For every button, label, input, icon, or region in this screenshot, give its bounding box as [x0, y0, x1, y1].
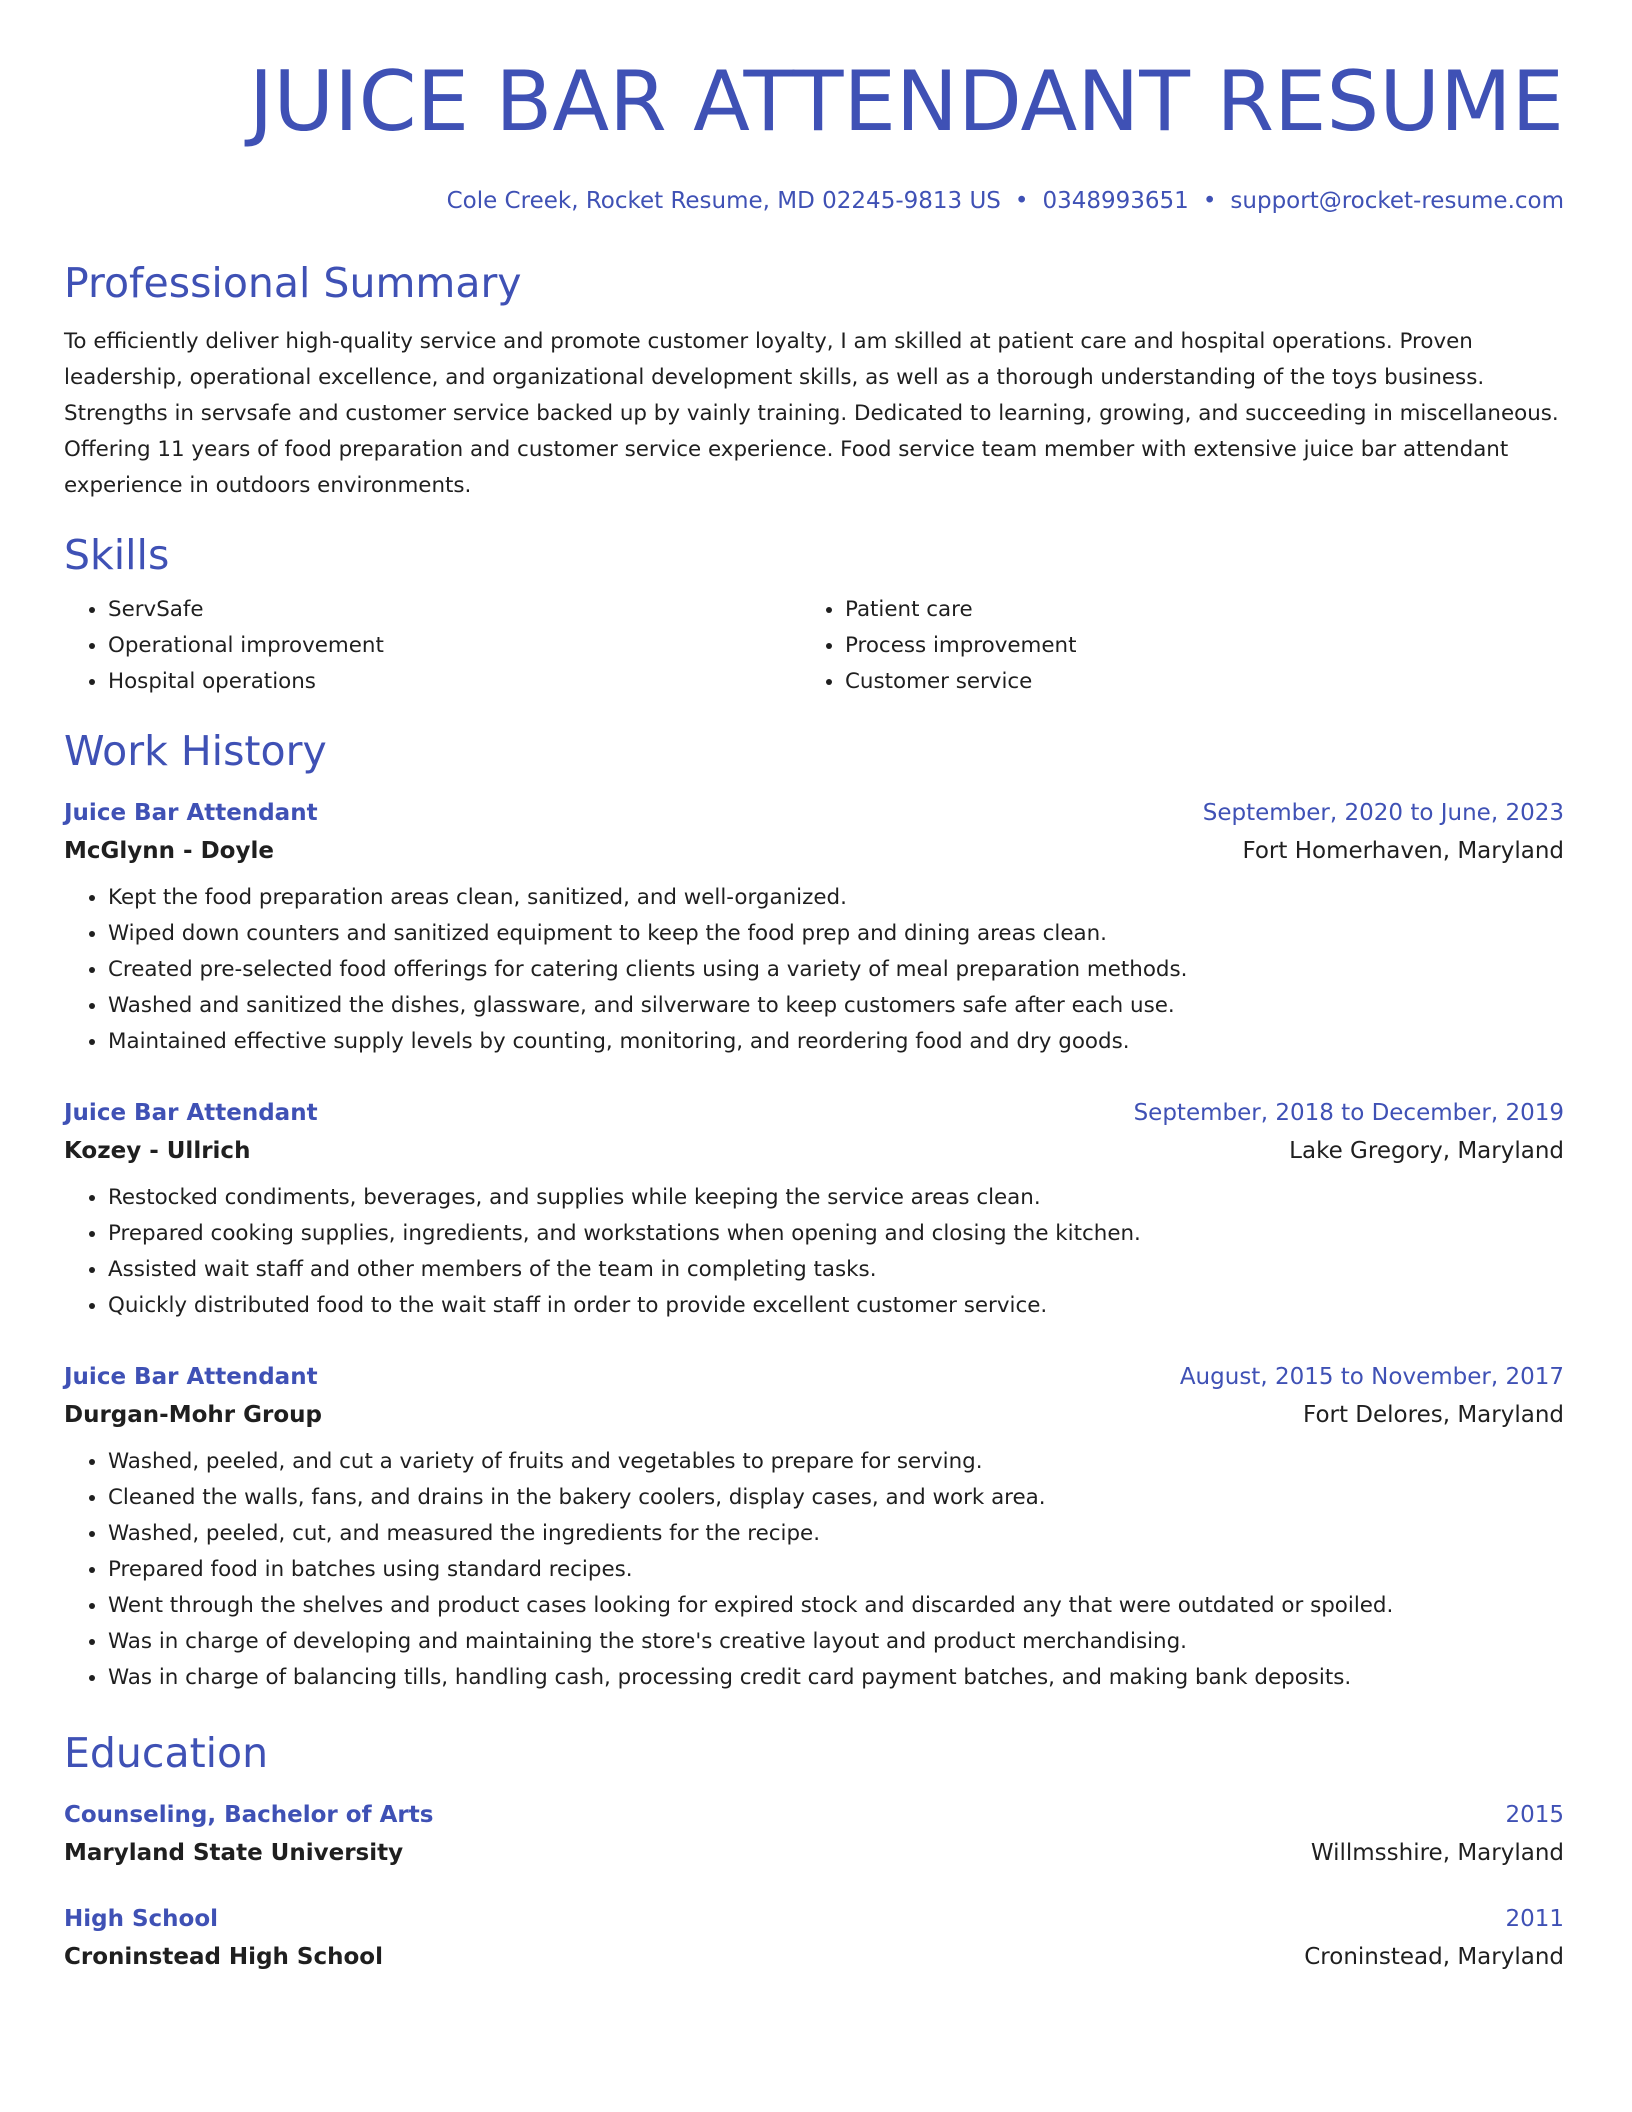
job-location: Fort Homerhaven, Maryland	[1242, 838, 1564, 864]
job-bullet: • Restocked condiments, beverages, and supplies while keeping the service areas clean.	[108, 1180, 1564, 1216]
education-degree-row	[64, 1800, 1564, 1830]
job-title-row	[64, 1098, 1564, 1128]
education-heading: Education	[64, 1729, 269, 1777]
education-school-row	[64, 1942, 1564, 1972]
skills-grid	[64, 592, 1564, 700]
education-degree: High School	[64, 1906, 219, 1932]
skill-item: • Process improvement	[845, 628, 1076, 664]
job-company: Kozey - Ullrich	[64, 1138, 251, 1164]
job-location: Lake Gregory, Maryland	[1289, 1138, 1564, 1164]
skills-column-left	[64, 592, 801, 700]
job-dates: August, 2015 to November, 2017	[1179, 1364, 1564, 1390]
skill-item: • ServSafe	[108, 592, 801, 628]
contact-email: support@rocket-resume.com	[1230, 188, 1564, 214]
job-title-row	[64, 798, 1564, 828]
education-school: Maryland State University	[64, 1840, 404, 1866]
job-bullet: • Washed, peeled, and cut a variety of fruits and vegetables to prepare for serving.	[108, 1444, 1564, 1480]
education-school: Croninstead High School	[64, 1944, 383, 1970]
work-history-heading: Work History	[64, 727, 327, 775]
contact-address: Cole Creek, Rocket Resume, MD 02245-9813 US	[446, 188, 1001, 214]
job-location: Fort Delores, Maryland	[1303, 1402, 1564, 1428]
job-bullet: • Kept the food preparation areas clean, sanitized, and well-organized.	[108, 880, 1564, 916]
job-title: Juice Bar Attendant	[64, 1364, 318, 1390]
summary-heading: Professional Summary	[64, 259, 522, 307]
job-entry	[64, 1098, 1564, 1324]
job-company-row	[64, 1136, 1564, 1166]
job-bullet: • Was in charge of balancing tills, handling cash, processing credit card payment batches, and making bank deposits.	[108, 1660, 1564, 1696]
job-bullet: • Washed, peeled, cut, and measured the ingredients for the recipe.	[108, 1516, 1564, 1552]
job-bullet: • Assisted wait staff and other members of the team in completing tasks.	[108, 1252, 1564, 1288]
job-dates: September, 2018 to December, 2019	[1133, 1100, 1564, 1126]
contact-line	[64, 186, 1564, 216]
job-bullet: • Washed and sanitized the dishes, glassware, and silverware to keep customers safe after each use.	[108, 988, 1564, 1024]
contact-phone: 0348993651	[1042, 188, 1189, 214]
job-company-row	[64, 836, 1564, 866]
education-location: Willmsshire, Maryland	[1310, 1840, 1564, 1866]
job-bullets	[64, 880, 1564, 1060]
job-company: McGlynn - Doyle	[64, 838, 274, 864]
job-bullets	[64, 1444, 1564, 1696]
education-degree: Counseling, Bachelor of Arts	[64, 1802, 434, 1828]
education-year: 2015	[1505, 1802, 1564, 1828]
skills-heading: Skills	[64, 531, 170, 579]
job-bullet: • Cleaned the walls, fans, and drains in the bakery coolers, display cases, and work area.	[108, 1480, 1564, 1516]
education-entry	[64, 1800, 1564, 1868]
job-bullet: • Created pre-selected food offerings for catering clients using a variety of meal preparation methods.	[108, 952, 1564, 988]
job-bullet: • Went through the shelves and product cases looking for expired stock and discarded any that were outdated or spoiled.	[108, 1588, 1564, 1624]
skills-column-right	[801, 592, 1076, 700]
job-bullet: • Was in charge of developing and maintaining the store's creative layout and product merchandising.	[108, 1624, 1564, 1660]
summary-text: To efficiently deliver high-quality service and promote customer loyalty, I am skilled at patient care and hospital operations. Proven leadership, operational excellence, and organizational development skills, as well as a thorough understanding of the toys business. Strengths in servsafe and customer service backed up by vainly training. Dedicated to learning, growing, and succeeding in miscellaneous. Offering 11 years of food preparation and customer service experience. Food service team member with extensive juice bar attendant experience in outdoors environments.	[64, 329, 1559, 498]
education-school-row	[64, 1838, 1564, 1868]
skill-item: • Customer service	[845, 664, 1076, 700]
education-location: Croninstead, Maryland	[1304, 1944, 1564, 1970]
job-dates: September, 2020 to June, 2023	[1202, 800, 1564, 826]
job-entry	[64, 1362, 1564, 1696]
job-bullet: • Quickly distributed food to the wait staff in order to provide excellent customer service.	[108, 1288, 1564, 1324]
skill-item: • Operational improvement	[108, 628, 801, 664]
job-company: Durgan-Mohr Group	[64, 1402, 322, 1428]
education-degree-row	[64, 1904, 1564, 1934]
resume-header	[64, 52, 1564, 216]
job-company-row	[64, 1400, 1564, 1430]
job-title-row	[64, 1362, 1564, 1392]
job-title: Juice Bar Attendant	[64, 1100, 318, 1126]
contact-separator: •	[1202, 188, 1217, 214]
job-entry	[64, 798, 1564, 1060]
skill-item: • Patient care	[845, 592, 1076, 628]
job-bullets	[64, 1180, 1564, 1324]
education-entry	[64, 1904, 1564, 1972]
contact-separator: •	[1014, 188, 1029, 214]
skill-item: • Hospital operations	[108, 664, 801, 700]
job-bullet: • Prepared food in batches using standard recipes.	[108, 1552, 1564, 1588]
job-bullet: • Prepared cooking supplies, ingredients, and workstations when opening and closing the kitchen.	[108, 1216, 1564, 1252]
job-bullet: • Maintained effective supply levels by counting, monitoring, and reordering food and dry goods.	[108, 1024, 1564, 1060]
job-bullet: • Wiped down counters and sanitized equipment to keep the food prep and dining areas clean.	[108, 916, 1564, 952]
job-title: Juice Bar Attendant	[64, 800, 318, 826]
education-year: 2011	[1505, 1906, 1564, 1932]
resume-title: JUICE BAR ATTENDANT RESUME	[248, 53, 1564, 150]
